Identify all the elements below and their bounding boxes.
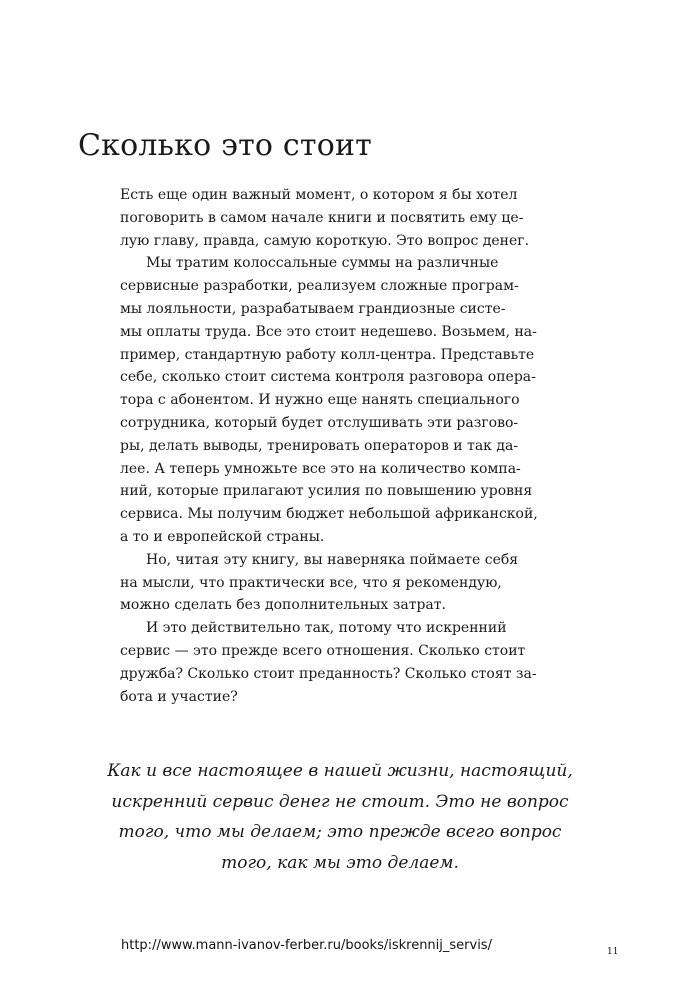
- body-line: можно сделать без дополнительных затрат.: [120, 597, 446, 614]
- body-line: а то и европейской страны.: [120, 528, 325, 545]
- body-line: ры, делать выводы, тренировать операторов и так да-: [120, 437, 519, 454]
- body-line: Есть еще один важный момент, о котором я бы хотел: [120, 187, 518, 203]
- body-line: лую главу, правда, самую короткую. Это вопрос денег.: [120, 232, 530, 249]
- body-text: [120, 184, 580, 708]
- quote-line: того, как мы это делаем.: [221, 852, 459, 873]
- body-line: мы лояльности, разрабатываем грандиозные систе-: [120, 300, 506, 317]
- body-line: сервиса. Мы получим бюджет небольшой африканской,: [120, 506, 538, 523]
- quote-line: Как и все настоящее в нашей жизни, настоящий,: [107, 761, 573, 781]
- body-line: на мысли, что практически все, что я рекомендую,: [120, 574, 502, 591]
- body-line: пример, стандартную работу колл-центра. Представьте: [120, 346, 535, 363]
- body-line: сервисные разработки, реализуем сложные програм-: [120, 278, 519, 295]
- footer-url[interactable]: http://www.mann-ivanov-ferber.ru/books/iskrennij_servis/: [121, 938, 492, 953]
- quote-line: искренний сервис денег не стоит. Это не вопрос: [111, 791, 569, 812]
- body-line: дружба? Сколько стоит преданность? Сколько стоят за-: [120, 665, 537, 682]
- body-line: бота и участие?: [120, 688, 238, 705]
- body-line: Но, читая эту книгу, вы наверняка поймаете себя: [146, 551, 519, 568]
- chapter-title: Сколько это стоит: [78, 128, 372, 163]
- body-line: сервис — это прежде всего отношения. Сколько стоит: [120, 642, 526, 659]
- body-line: себе, сколько стоит система контроля разговора опера-: [120, 369, 536, 386]
- body-line: сотрудника, который будет отслушивать эти разгово-: [120, 414, 519, 431]
- body-line: Мы тратим колоссальные суммы на различные: [146, 255, 499, 272]
- body-line: И это действительно так, потому что искренний: [146, 620, 507, 637]
- body-line: поговорить в самом начале книги и посвятить ему це-: [120, 209, 524, 226]
- body-line: мы оплаты труда. Все это стоит недешево. Возьмем, на-: [120, 323, 537, 340]
- body-line: тора с абонентом. И нужно еще нанять специального: [120, 392, 520, 409]
- body-line: лее. А теперь умножьте все это на количество компа-: [120, 460, 521, 477]
- page-number: 11: [607, 947, 619, 957]
- pull-quote: [100, 756, 580, 878]
- body-line: ний, которые прилагают усилия по повышению уровня: [120, 483, 533, 500]
- quote-line: того, что мы делаем; это прежде всего вопрос: [118, 822, 562, 842]
